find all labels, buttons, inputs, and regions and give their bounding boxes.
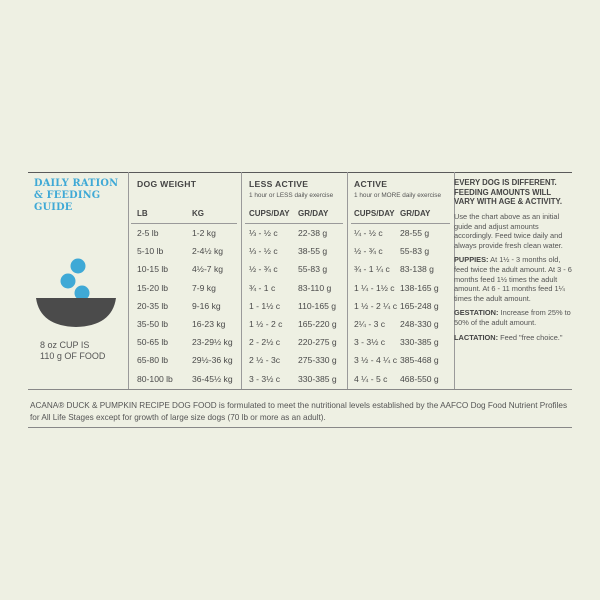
table-cell: ⅓ - ½ c xyxy=(249,246,278,257)
lactation-label: LACTATION: xyxy=(454,332,499,342)
gestation-label: GESTATION: xyxy=(454,308,499,318)
feeding-table xyxy=(128,172,454,389)
column-header-gr-less: GR/DAY xyxy=(298,209,329,218)
group-header-active: ACTIVE xyxy=(354,179,388,189)
table-cell: 220-275 g xyxy=(298,337,337,348)
table-cell: 55-83 g xyxy=(400,246,430,257)
table-cell: 5-10 lb xyxy=(137,246,164,257)
table-cell: 38-55 g xyxy=(298,246,328,257)
notes-lactation xyxy=(454,333,572,343)
group-header-less-active: LESS ACTIVE xyxy=(249,179,309,189)
table-row xyxy=(128,283,454,301)
table-cell: 2¼ - 3 c xyxy=(354,319,386,329)
table-row xyxy=(128,319,454,337)
table-cell: 4½-7 kg xyxy=(192,264,224,275)
bowl-icon xyxy=(36,298,116,327)
table-cell: 4 ¼ - 5 c xyxy=(354,373,388,384)
kibble-icon xyxy=(71,259,86,274)
table-cell: 83-110 g xyxy=(298,282,332,293)
guide-title xyxy=(34,178,118,214)
table-cell: 29½-36 kg xyxy=(192,355,233,366)
header-underline xyxy=(351,223,450,224)
table-cell: 50-65 lb xyxy=(137,337,169,348)
table-cell: ½ - ¾ c xyxy=(249,264,278,275)
table-cell: 15-20 lb xyxy=(137,282,169,293)
header-underline xyxy=(131,223,237,224)
table-cell: 16-23 kg xyxy=(192,319,226,329)
table-cell: 3 ½ - 4 ¼ c xyxy=(354,355,397,366)
puppies-text: At 1½ - 3 months old, feed twice the adult amount. At 3 - 6 months feed 1½ times the adult amount. At 6 - 11 months feed 1¼ times the adult amount. xyxy=(454,255,572,303)
feeding-notes xyxy=(454,172,572,389)
table-cell: 2 ½ - 3c xyxy=(249,355,281,366)
table-cell: 55-83 g xyxy=(298,264,328,275)
notes-intro: Use the chart above as an initial guide and adjust amounts accordingly. Feed twice daily and always provide fresh clean water. xyxy=(454,212,563,250)
table-row xyxy=(128,337,454,355)
notes-gestation xyxy=(454,308,572,327)
table-cell: 28-55 g xyxy=(400,228,430,238)
table-cell: 1 ½ - 2 ¼ c xyxy=(354,300,397,311)
group-header-dog-weight: DOG WEIGHT xyxy=(137,179,197,189)
table-cell: 1-2 kg xyxy=(192,228,216,238)
food-bowl-icon xyxy=(34,252,118,328)
guide-title-line: DAILY RATION xyxy=(34,178,119,189)
table-cell: ½ - ¾ c xyxy=(354,246,383,257)
table-cell: 330-385 g xyxy=(298,373,337,384)
cup-note-line: 8 oz CUP IS xyxy=(40,340,90,350)
table-cell: 138-165 g xyxy=(400,282,439,293)
table-cell: 35-50 lb xyxy=(137,319,169,329)
divider-rule xyxy=(28,389,572,390)
column-header-cups-less: CUPS/DAY xyxy=(249,209,290,218)
table-row xyxy=(128,246,454,264)
column-header-kg: KG xyxy=(192,209,204,218)
header-underline xyxy=(245,223,343,224)
bottom-rule xyxy=(28,427,572,428)
table-cell: 1 ¼ - 1½ c xyxy=(354,282,395,293)
aafco-statement: ACANA® DUCK & PUMPKIN RECIPE DOG FOOD is formulated to meet the nutritional levels established by the AAFCO Dog Food Nutrient Profiles for All Life Stages except for growth of large size dogs (70 lb or more as an adult). xyxy=(30,401,568,422)
cup-size-note xyxy=(40,340,105,362)
notes-heading: EVERY DOG IS DIFFERENT. FEEDING AMOUNTS WILL VARY WITH AGE & ACTIVITY. xyxy=(454,178,563,206)
table-cell: 3 - 3½ c xyxy=(354,337,386,348)
column-header-lb: LB xyxy=(137,209,148,218)
column-header-gr-active: GR/DAY xyxy=(400,209,431,218)
table-cell: 3 - 3½ c xyxy=(249,373,281,384)
table-row xyxy=(128,264,454,282)
table-row xyxy=(128,301,454,319)
table-cell: 10-15 lb xyxy=(137,264,169,275)
kibble-icon xyxy=(61,274,76,289)
table-cell: 2-5 lb xyxy=(137,228,159,238)
table-cell: 275-330 g xyxy=(298,355,337,366)
guide-title-line: & FEEDING xyxy=(34,190,101,201)
table-cell: 9-16 kg xyxy=(192,300,221,311)
table-cell: 468-550 g xyxy=(400,373,439,384)
cup-note-line: 110 g OF FOOD xyxy=(40,351,106,361)
guide-title-line: GUIDE xyxy=(34,202,73,213)
table-cell: 20-35 lb xyxy=(137,300,169,311)
table-row xyxy=(128,355,454,373)
puppies-label: PUPPIES: xyxy=(454,255,489,265)
table-cell: 36-45½ kg xyxy=(192,373,233,384)
gestation-text: Increase from 25% to 50% of the adult amount. xyxy=(454,308,571,327)
table-cell: 1 - 1½ c xyxy=(249,300,281,311)
table-cell: 110-165 g xyxy=(298,300,337,311)
table-cell: 165-220 g xyxy=(298,319,337,329)
group-sub-active: 1 hour or MORE daily exercise xyxy=(354,192,442,199)
table-cell: 1 ½ - 2 c xyxy=(249,319,283,329)
group-sub-less-active: 1 hour or LESS daily exercise xyxy=(249,192,334,199)
table-cell: ¾ - 1 ¼ c xyxy=(354,264,390,275)
table-cell: ¼ - ½ c xyxy=(354,228,383,238)
table-cell: 7-9 kg xyxy=(192,282,216,293)
table-cell: 330-385 g xyxy=(400,337,439,348)
guide-left-column xyxy=(28,172,128,389)
feeding-guide-panel xyxy=(28,172,572,428)
table-cell: 80-100 lb xyxy=(137,373,173,384)
table-cell: 385-468 g xyxy=(400,355,439,366)
table-cell: ¾ - 1 c xyxy=(249,282,276,293)
table-cell: 22-38 g xyxy=(298,228,328,238)
column-header-cups-active: CUPS/DAY xyxy=(354,209,395,218)
table-cell: 83-138 g xyxy=(400,264,434,275)
table-cell: ⅓ - ½ c xyxy=(249,228,278,238)
table-row xyxy=(128,228,454,246)
lactation-text: Feed "free choice." xyxy=(500,332,563,342)
table-cell: 165-248 g xyxy=(400,300,439,311)
table-cell: 2 - 2½ c xyxy=(249,337,281,348)
table-cell: 65-80 lb xyxy=(137,355,169,366)
table-cell: 23-29½ kg xyxy=(192,337,233,348)
notes-body xyxy=(454,212,572,347)
notes-puppies xyxy=(454,255,572,303)
table-cell: 2-4½ kg xyxy=(192,246,224,257)
table-cell: 248-330 g xyxy=(400,319,439,329)
